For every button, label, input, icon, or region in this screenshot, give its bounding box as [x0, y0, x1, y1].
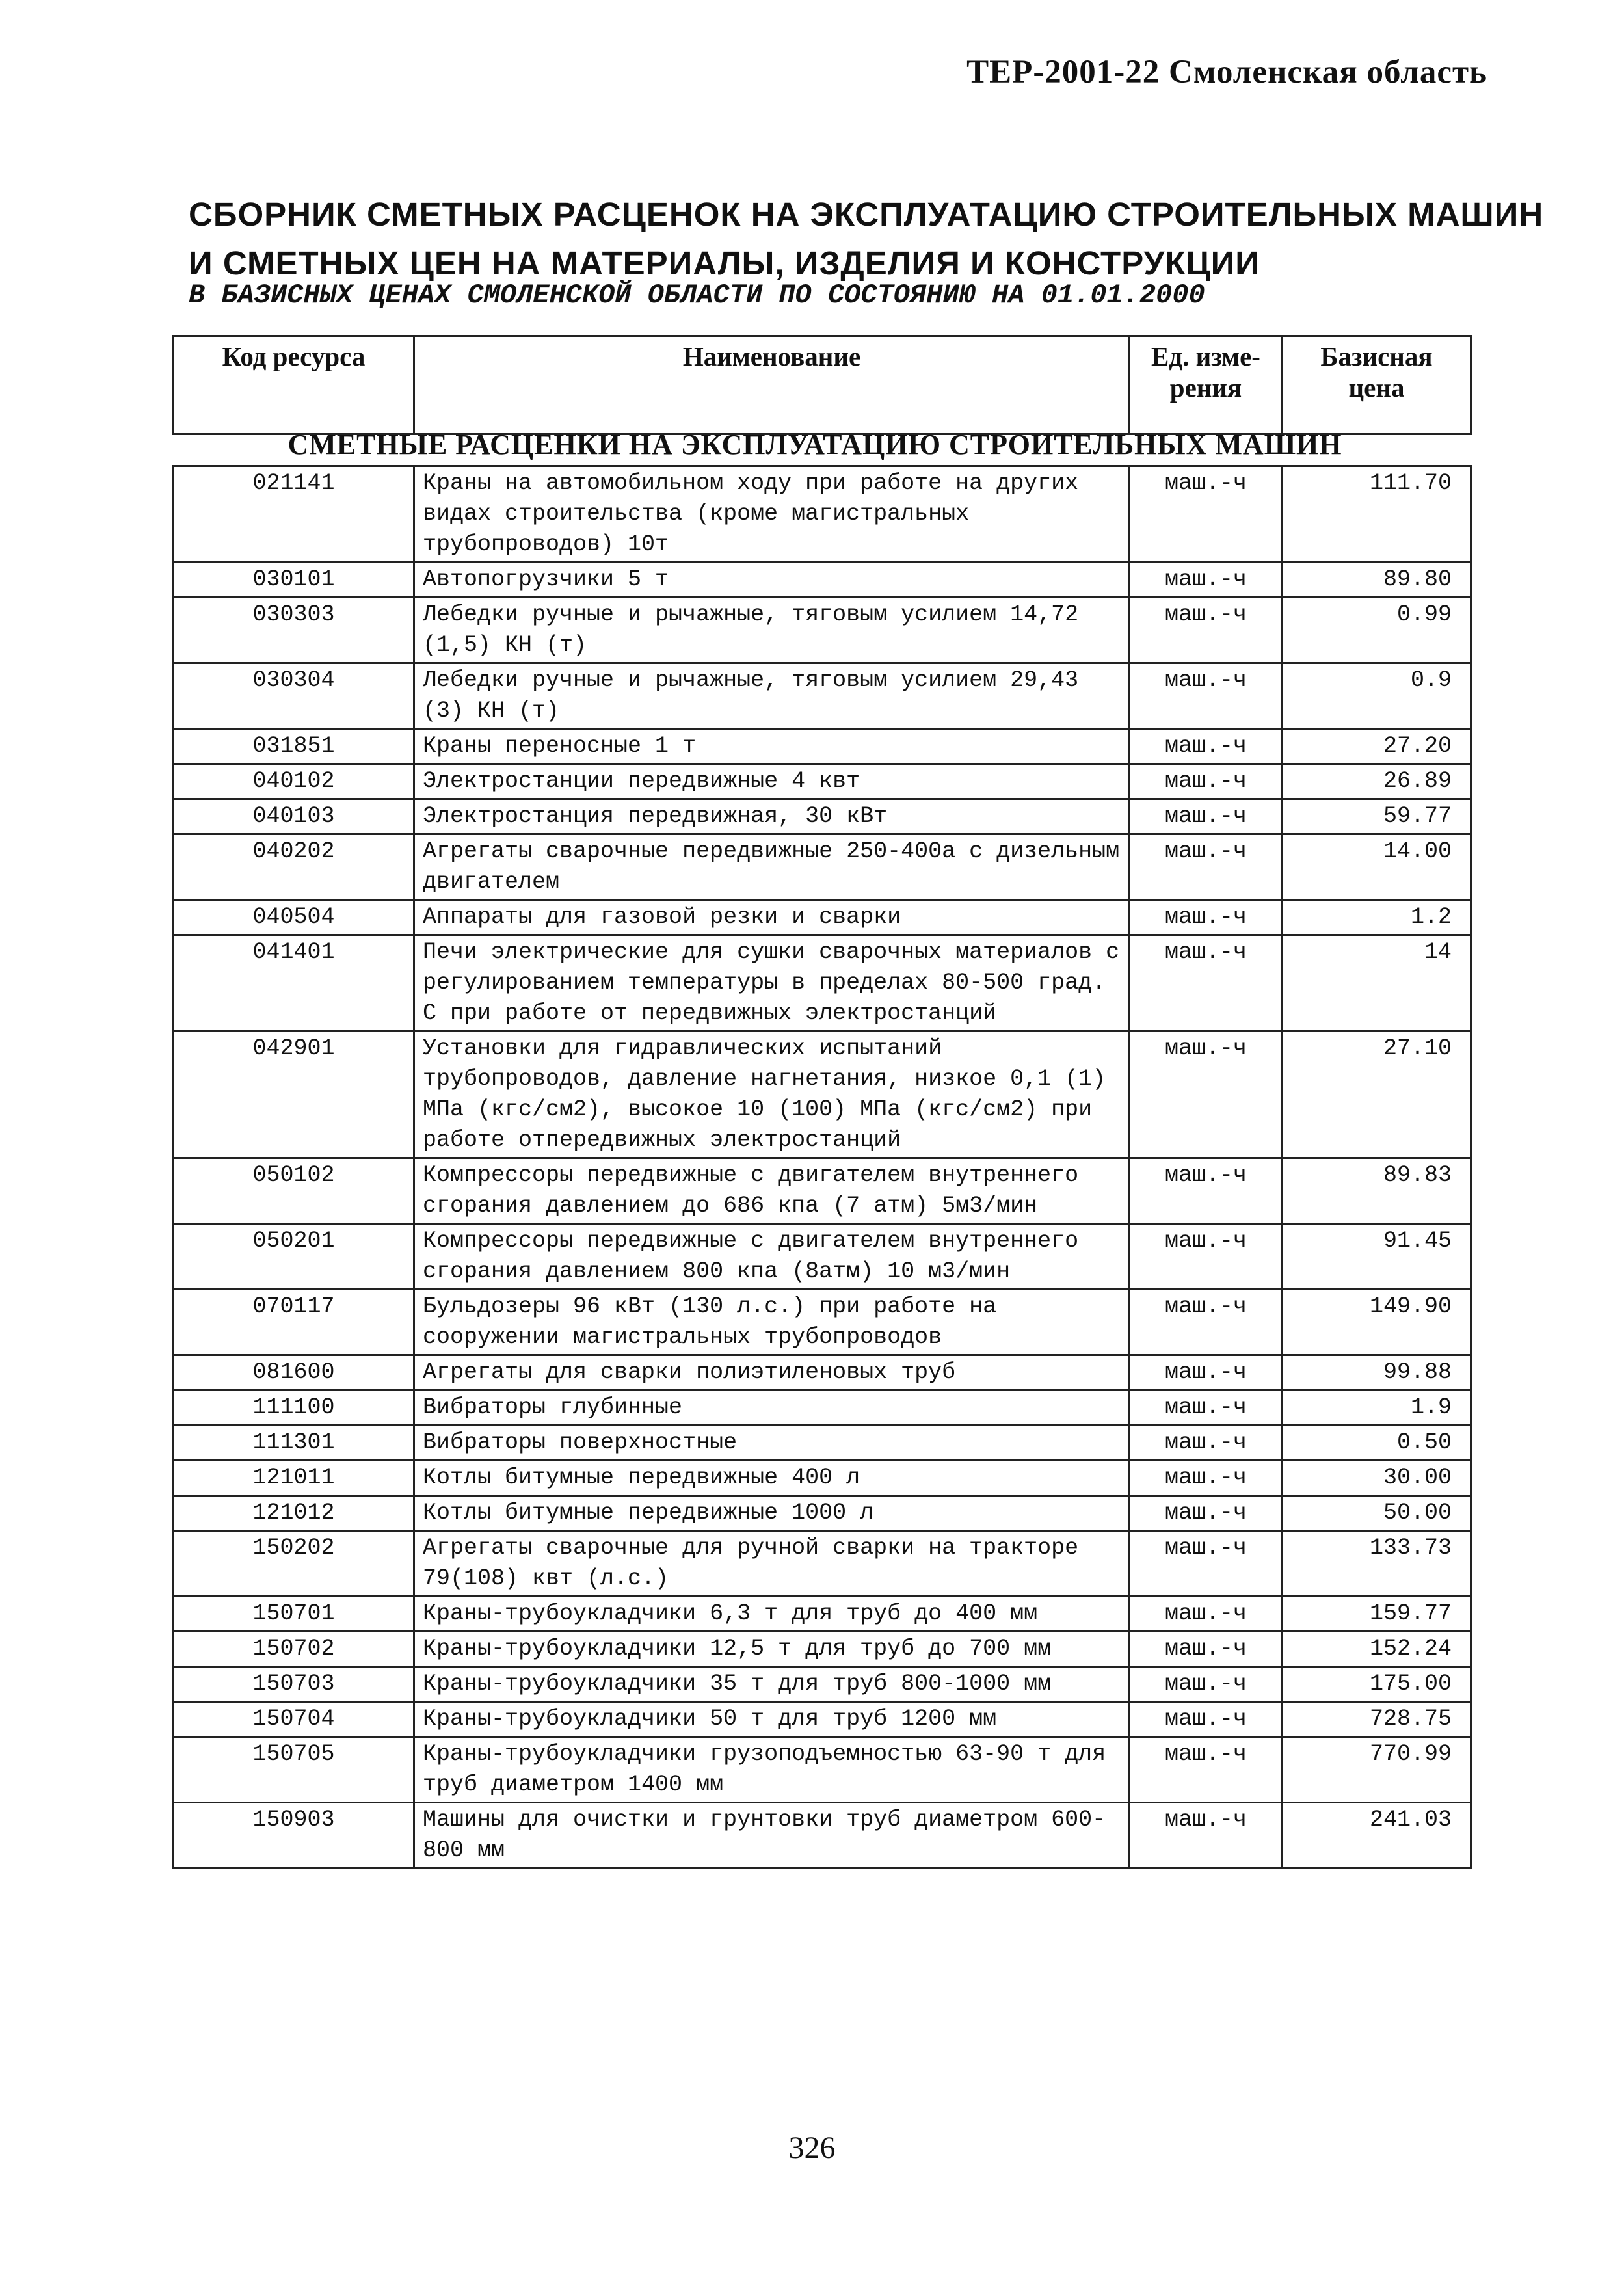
table-row [174, 764, 1471, 799]
price-cell: 14.00 [1283, 834, 1471, 900]
resource-code-cell: 081600 [174, 1355, 414, 1390]
name-cell: Краны-трубоукладчики 6,3 т для труб до 400 мм [414, 1597, 1130, 1632]
resource-code-cell: 041401 [174, 935, 414, 1031]
table-row [174, 563, 1471, 598]
name-cell: Машины для очистки и грунтовки труб диаметром 600-800 мм [414, 1803, 1130, 1869]
price-cell: 89.80 [1283, 563, 1471, 598]
unit-cell: маш.-ч [1130, 1803, 1283, 1869]
unit-cell: маш.-ч [1130, 764, 1283, 799]
unit-cell: маш.-ч [1130, 1737, 1283, 1803]
running-header: ТЕР-2001-22 Смоленская область [966, 54, 1487, 90]
resource-code-cell: 031851 [174, 729, 414, 764]
price-cell: 728.75 [1283, 1702, 1471, 1737]
table-row [174, 1496, 1471, 1531]
name-cell: Электростанции передвижные 4 квт [414, 764, 1130, 799]
name-cell: Краны-трубоукладчики 35 т для труб 800-1000 мм [414, 1667, 1130, 1702]
name-cell: Вибраторы поверхностные [414, 1426, 1130, 1461]
name-cell: Краны-трубоукладчики 50 т для труб 1200 мм [414, 1702, 1130, 1737]
unit-cell: маш.-ч [1130, 1496, 1283, 1531]
resource-code-cell: 040103 [174, 799, 414, 834]
price-cell: 89.83 [1283, 1158, 1471, 1224]
table-row [174, 935, 1471, 1031]
price-table-body [174, 466, 1471, 1869]
resource-code-cell: 150704 [174, 1702, 414, 1737]
resource-code-cell: 021141 [174, 466, 414, 563]
table-row [174, 1031, 1471, 1158]
resource-code-cell: 040102 [174, 764, 414, 799]
price-cell: 14 [1283, 935, 1471, 1031]
price-cell: 152.24 [1283, 1632, 1471, 1667]
name-cell: Краны-трубоукладчики грузоподъемностью 63-90 т для труб диаметром 1400 мм [414, 1737, 1130, 1803]
price-cell: 0.50 [1283, 1426, 1471, 1461]
column-header-unit: Ед. изме-рения [1130, 336, 1283, 434]
unit-cell: маш.-ч [1130, 1667, 1283, 1702]
table-row [174, 598, 1471, 663]
price-cell: 1.2 [1283, 900, 1471, 935]
resource-code-cell: 150202 [174, 1531, 414, 1597]
table-row [174, 1702, 1471, 1737]
price-cell: 30.00 [1283, 1461, 1471, 1496]
unit-cell: маш.-ч [1130, 1702, 1283, 1737]
price-cell: 133.73 [1283, 1531, 1471, 1597]
resource-code-cell: 150903 [174, 1803, 414, 1869]
resource-code-cell: 040504 [174, 900, 414, 935]
price-cell: 175.00 [1283, 1667, 1471, 1702]
name-cell: Компрессоры передвижные с двигателем внутреннего сгорания давлением до 686 кпа (7 атм) 5м3/мин [414, 1158, 1130, 1224]
unit-cell: маш.-ч [1130, 663, 1283, 729]
resource-code-cell: 150705 [174, 1737, 414, 1803]
table-row [174, 834, 1471, 900]
unit-cell: маш.-ч [1130, 900, 1283, 935]
unit-cell: маш.-ч [1130, 799, 1283, 834]
table-row [174, 1597, 1471, 1632]
resource-code-cell: 030101 [174, 563, 414, 598]
resource-code-cell: 042901 [174, 1031, 414, 1158]
column-header-name: Наименование [414, 336, 1130, 434]
table-row [174, 1390, 1471, 1426]
resource-code-cell: 111100 [174, 1390, 414, 1426]
column-header-price: Базисная цена [1283, 336, 1471, 434]
table-row [174, 1355, 1471, 1390]
name-cell: Краны на автомобильном ходу при работе на других видах строительства (кроме магистральных трубопроводов) 10т [414, 466, 1130, 563]
resource-code-cell: 040202 [174, 834, 414, 900]
resource-code-cell: 030303 [174, 598, 414, 663]
name-cell: Котлы битумные передвижные 1000 л [414, 1496, 1130, 1531]
name-cell: Электростанция передвижная, 30 кВт [414, 799, 1130, 834]
unit-cell: маш.-ч [1130, 1597, 1283, 1632]
name-cell: Печи электрические для сушки сварочных материалов с регулированием температуры в пределах 80-500 град. С при работе от передвижных электростанций [414, 935, 1130, 1031]
price-cell: 149.90 [1283, 1290, 1471, 1355]
name-cell: Бульдозеры 96 кВт (130 л.с.) при работе на сооружении магистральных трубопроводов [414, 1290, 1130, 1355]
table-row [174, 1667, 1471, 1702]
table-row [174, 1531, 1471, 1597]
table-row [174, 1737, 1471, 1803]
resource-code-cell: 070117 [174, 1290, 414, 1355]
resource-code-cell: 121011 [174, 1461, 414, 1496]
price-cell: 0.9 [1283, 663, 1471, 729]
price-cell: 50.00 [1283, 1496, 1471, 1531]
unit-cell: маш.-ч [1130, 1290, 1283, 1355]
section-heading: СМЕТНЫЕ РАСЦЕНКИ НА ЭКСПЛУАТАЦИЮ СТРОИТЕЛЬНЫХ МАШИН [287, 429, 1342, 460]
unit-cell: маш.-ч [1130, 729, 1283, 764]
name-cell: Лебедки ручные и рычажные, тяговым усилием 14,72 (1,5) КН (т) [414, 598, 1130, 663]
table-row [174, 1290, 1471, 1355]
price-cell: 241.03 [1283, 1803, 1471, 1869]
name-cell: Агрегаты сварочные передвижные 250-400а с дизельным двигателем [414, 834, 1130, 900]
resource-code-cell: 050102 [174, 1158, 414, 1224]
table-row [174, 729, 1471, 764]
table-row [174, 1426, 1471, 1461]
document-title-line-2: И СМЕТНЫХ ЦЕН НА МАТЕРИАЛЫ, ИЗДЕЛИЯ И КОНСТРУКЦИИ [189, 245, 1260, 282]
unit-cell: маш.-ч [1130, 1531, 1283, 1597]
price-cell: 27.10 [1283, 1031, 1471, 1158]
price-table [172, 465, 1472, 1869]
unit-cell: маш.-ч [1130, 598, 1283, 663]
name-cell: Котлы битумные передвижные 400 л [414, 1461, 1130, 1496]
unit-cell: маш.-ч [1130, 1632, 1283, 1667]
price-cell: 770.99 [1283, 1737, 1471, 1803]
table-row [174, 1803, 1471, 1869]
page-number: 326 [788, 2131, 836, 2165]
table-row [174, 1224, 1471, 1290]
price-cell: 91.45 [1283, 1224, 1471, 1290]
table-header [172, 335, 1472, 435]
name-cell: Агрегаты сварочные для ручной сварки на тракторе 79(108) квт (л.с.) [414, 1531, 1130, 1597]
unit-cell: маш.-ч [1130, 1158, 1283, 1224]
table-row [174, 799, 1471, 834]
document-subtitle: В БАЗИСНЫХ ЦЕНАХ СМОЛЕНСКОЙ ОБЛАСТИ ПО СОСТОЯНИЮ НА 01.01.2000 [189, 280, 1205, 311]
name-cell: Вибраторы глубинные [414, 1390, 1130, 1426]
table-row [174, 1632, 1471, 1667]
name-cell: Краны переносные 1 т [414, 729, 1130, 764]
unit-cell: маш.-ч [1130, 834, 1283, 900]
resource-code-cell: 111301 [174, 1426, 414, 1461]
resource-code-cell: 121012 [174, 1496, 414, 1531]
name-cell: Аппараты для газовой резки и сварки [414, 900, 1130, 935]
price-cell: 59.77 [1283, 799, 1471, 834]
name-cell: Автопогрузчики 5 т [414, 563, 1130, 598]
document-title-line-1: СБОРНИК СМЕТНЫХ РАСЦЕНОК НА ЭКСПЛУАТАЦИЮ СТРОИТЕЛЬНЫХ МАШИН [189, 196, 1544, 233]
column-header-code: Код ресурса [174, 336, 414, 434]
resource-code-cell: 150701 [174, 1597, 414, 1632]
unit-cell: маш.-ч [1130, 466, 1283, 563]
unit-cell: маш.-ч [1130, 1426, 1283, 1461]
price-cell: 111.70 [1283, 466, 1471, 563]
price-cell: 1.9 [1283, 1390, 1471, 1426]
name-cell: Компрессоры передвижные с двигателем внутреннего сгорания давлением 800 кпа (8атм) 10 м3/мин [414, 1224, 1130, 1290]
table-row [174, 663, 1471, 729]
table-row [174, 900, 1471, 935]
name-cell: Краны-трубоукладчики 12,5 т для труб до 700 мм [414, 1632, 1130, 1667]
table-row [174, 1158, 1471, 1224]
unit-cell: маш.-ч [1130, 563, 1283, 598]
name-cell: Лебедки ручные и рычажные, тяговым усилием 29,43 (3) КН (т) [414, 663, 1130, 729]
unit-cell: маш.-ч [1130, 1355, 1283, 1390]
unit-cell: маш.-ч [1130, 1224, 1283, 1290]
resource-code-cell: 150702 [174, 1632, 414, 1667]
resource-code-cell: 050201 [174, 1224, 414, 1290]
unit-cell: маш.-ч [1130, 1461, 1283, 1496]
price-cell: 99.88 [1283, 1355, 1471, 1390]
table-row [174, 1461, 1471, 1496]
price-cell: 0.99 [1283, 598, 1471, 663]
resource-code-cell: 150703 [174, 1667, 414, 1702]
unit-cell: маш.-ч [1130, 1031, 1283, 1158]
price-cell: 27.20 [1283, 729, 1471, 764]
name-cell: Установки для гидравлических испытаний трубопроводов, давление нагнетания, низкое 0,1 (1) МПа (кгс/см2), высокое 10 (100) МПа (кгс/см2) при работе отпередвижных электростанций [414, 1031, 1130, 1158]
name-cell: Агрегаты для сварки полиэтиленовых труб [414, 1355, 1130, 1390]
unit-cell: маш.-ч [1130, 1390, 1283, 1426]
price-cell: 26.89 [1283, 764, 1471, 799]
table-row [174, 466, 1471, 563]
resource-code-cell: 030304 [174, 663, 414, 729]
price-cell: 159.77 [1283, 1597, 1471, 1632]
unit-cell: маш.-ч [1130, 935, 1283, 1031]
